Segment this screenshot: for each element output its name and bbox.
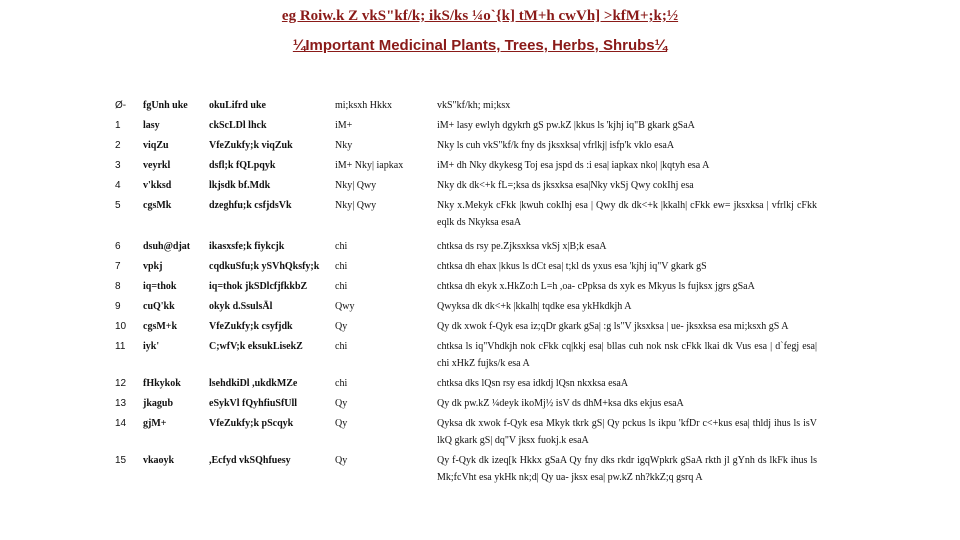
cell-serial-number: 13: [115, 398, 127, 409]
cell-botanical-name: iq=thok jkSDlcfjfkkbZ: [209, 281, 308, 292]
table-row: [112, 296, 820, 316]
cell-medicinal-use: Qy dk xwok f-Qyk esa iz;qDr gkark gSa| :g ls"V jksxksa | ue- jksxksa esa mi;ksxh gS A: [437, 321, 789, 332]
cell-hindi-name: cgsMk: [143, 200, 172, 211]
cell-serial-number: 11: [115, 341, 126, 352]
cell-medicinal-use: Qy dk pw.kZ ¼deyk ikoMj½ isV ds dhM+ksa dks ekjus esaA: [437, 398, 684, 409]
cell-useful-part: Qy: [335, 455, 348, 466]
cell-useful-part: Nky: [335, 140, 353, 151]
cell-medicinal-use: Qwyksa dk dk<+k |kkalh| tqdke esa ykHkdkjh A: [437, 301, 632, 312]
cell-botanical-name: ikasxsfe;k fiykcjk: [209, 241, 285, 252]
table-body: [112, 115, 820, 487]
header-medicinal-use: vkS"kf/kh; mi;ksx: [437, 100, 511, 111]
cell-serial-number: 8: [115, 281, 121, 292]
cell-medicinal-use: Nky x.Mekyk cFkk |kwuh cokIhj esa | Qwy dk dk<+k |kkalh| cFkk ew= jksxksa | vfrlkj cFkk eqlk ds Nkyksa esaA: [437, 200, 817, 228]
cell-medicinal-use: chtksa ds rsy pe.Zjksxksa vkSj x|B;k esaA: [437, 241, 607, 252]
cell-hindi-name: v'kksd: [143, 180, 172, 191]
table-row: [112, 195, 820, 232]
table-header: [112, 95, 820, 115]
cell-serial-number: 14: [115, 418, 127, 429]
cell-serial-number: 9: [115, 301, 121, 312]
page-subtitle: ¼Important Medicinal Plants, Trees, Herbs, Shrubs¼: [292, 37, 668, 54]
cell-medicinal-use: chtksa dks lQsn rsy esa idkdj lQsn nkxksa esaA: [437, 378, 629, 389]
cell-useful-part: chi: [335, 378, 348, 389]
table-row: [112, 276, 820, 296]
cell-serial-number: 10: [115, 321, 127, 332]
cell-botanical-name: VfeZukfy;k pScqyk: [209, 418, 294, 429]
cell-serial-number: 2: [115, 140, 121, 151]
table-row: [112, 155, 820, 175]
cell-serial-number: 15: [115, 455, 127, 466]
header-hindi-name: fgUnh uke: [143, 100, 188, 111]
cell-hindi-name: cgsM+k: [143, 321, 178, 332]
table-row: [112, 373, 820, 393]
cell-useful-part: chi: [335, 281, 348, 292]
cell-medicinal-use: Qyksa dk xwok f-Qyk esa Mkyk tkrk gS| Qy pckus ls ikpu 'kfDr c<+kus esa| thldj ihus ls isV lkQ gkark gS| dq"V jksx fuokj.k esaA: [437, 418, 817, 446]
cell-serial-number: 7: [115, 261, 121, 272]
cell-medicinal-use: iM+ lasy ewlyh dgykrh gS pw.kZ |kkus ls 'kjhj iq"B gkark gSaA: [437, 120, 695, 131]
cell-botanical-name: okyk d.SsulsĀl: [209, 301, 273, 312]
cell-serial-number: 4: [115, 180, 121, 191]
cell-hindi-name: iq=thok: [143, 281, 177, 292]
cell-hindi-name: dsuh@djat: [143, 241, 191, 252]
cell-medicinal-use: chtksa ls iq"Vhdkjh nok cFkk cq|kkj esa| bllas cuh nok nsk cFkk lkai dk Vus esa | d`fegj esa| chi xHkZ fujks/k esa A: [437, 341, 817, 369]
page-title: eg Roiw.k Z vkS"kf/k; ikS/ks ¼o`{k] tM+h cwVh] >kfM+;k;½: [281, 8, 679, 24]
cell-useful-part: Nky| Qwy: [335, 180, 377, 191]
cell-botanical-name: lsehdkiDl ,ukdkMZe: [209, 378, 298, 389]
cell-useful-part: Qy: [335, 398, 348, 409]
cell-hindi-name: fHkykok: [143, 378, 181, 389]
cell-botanical-name: VfeZukfy;k csyfjdk: [209, 321, 293, 332]
cell-useful-part: Qy: [335, 321, 348, 332]
medicinal-plants-table: [112, 95, 820, 487]
cell-hindi-name: veyrkl: [143, 160, 171, 171]
table-row: [112, 256, 820, 276]
cell-useful-part: Nky| Qwy: [335, 200, 377, 211]
cell-serial-number: 6: [115, 241, 121, 252]
header-botanical-name: okuLifrd uke: [209, 100, 266, 111]
cell-medicinal-use: chtksa dh ekyk x.HkZo:h L=h ,oa- cPpksa ds xyk es Mkyus ls fujksx jgrs gSaA: [437, 281, 755, 292]
cell-botanical-name: dzeghfu;k csfjdsVk: [209, 200, 292, 211]
cell-hindi-name: iyk': [143, 341, 160, 352]
cell-medicinal-use: Nky ls cuh vkS"kf/k fny ds jksxksa| vfrlkj| isfp'k vklo esaA: [437, 140, 675, 151]
cell-serial-number: 1: [115, 120, 121, 131]
cell-medicinal-use: Nky dk dk<+k fL=;ksa ds jksxksa esa|Nky vkSj Qwy cokIhj esa: [437, 180, 694, 191]
cell-hindi-name: lasy: [143, 120, 160, 131]
cell-hindi-name: viqZu: [143, 140, 169, 151]
cell-botanical-name: cqdkuSfu;k ySVhQksfy;k: [209, 261, 320, 272]
cell-botanical-name: VfeZukfy;k viqZuk: [209, 140, 293, 151]
cell-hindi-name: jkagub: [143, 398, 174, 409]
cell-useful-part: chi: [335, 341, 348, 352]
cell-hindi-name: vkaoyk: [143, 455, 175, 466]
table-row: [112, 450, 820, 487]
table-row: [112, 393, 820, 413]
table-row: [112, 316, 820, 336]
cell-botanical-name: dsfl;k fQLpqyk: [209, 160, 276, 171]
table-row: [112, 236, 820, 256]
cell-botanical-name: C;wfV;k eksukLisekZ: [209, 341, 303, 352]
cell-useful-part: Qy: [335, 418, 348, 429]
cell-hindi-name: vpkj: [143, 261, 163, 272]
cell-useful-part: chi: [335, 261, 348, 272]
cell-hindi-name: gjM+: [143, 418, 167, 429]
table-row: [112, 336, 820, 373]
table-row: [112, 115, 820, 135]
cell-serial-number: 5: [115, 200, 121, 211]
cell-medicinal-use: iM+ dh Nky dkykesg Toj esa jspd ds :i esa| iapkax nko| |kqtyh esa A: [437, 160, 710, 171]
cell-botanical-name: eSykVl fQyhfiuSfUll: [209, 398, 298, 409]
header-useful-part: mi;ksxh Hkkx: [335, 100, 392, 111]
cell-serial-number: 12: [115, 378, 127, 389]
cell-botanical-name: ,Ecfyd vkSQhfuesy: [209, 455, 291, 466]
table-row: [112, 135, 820, 155]
cell-hindi-name: cuQ'kk: [143, 301, 175, 312]
cell-useful-part: Qwy: [335, 301, 355, 312]
cell-serial-number: 3: [115, 160, 121, 171]
table-row: [112, 175, 820, 195]
header-serial-number: Ø-: [115, 100, 127, 111]
cell-medicinal-use: chtksa dh ehax |kkus ls dCt esa| t;kl ds yxus esa 'kjhj iq"V gkark gS: [437, 261, 707, 272]
table-row: [112, 413, 820, 450]
cell-botanical-name: lkjsdk bf.Mdk: [209, 180, 271, 191]
cell-medicinal-use: Qy f-Qyk dk izeq[k Hkkx gSaA Qy fny dks rkdr igqWpkrk gSaA rkth jl gYnh ds lkFk ihus ls Mk;fcVht esa ykHk nk;d| Qy ua- jksx esa| pw.kZ nh?kkZ;q gsrq A: [437, 455, 817, 483]
cell-useful-part: chi: [335, 241, 348, 252]
cell-useful-part: iM+: [335, 120, 353, 131]
cell-useful-part: iM+ Nky| iapkax: [335, 160, 404, 171]
table-header-row: [112, 95, 820, 115]
cell-botanical-name: ckScLDl lhck: [209, 120, 267, 131]
